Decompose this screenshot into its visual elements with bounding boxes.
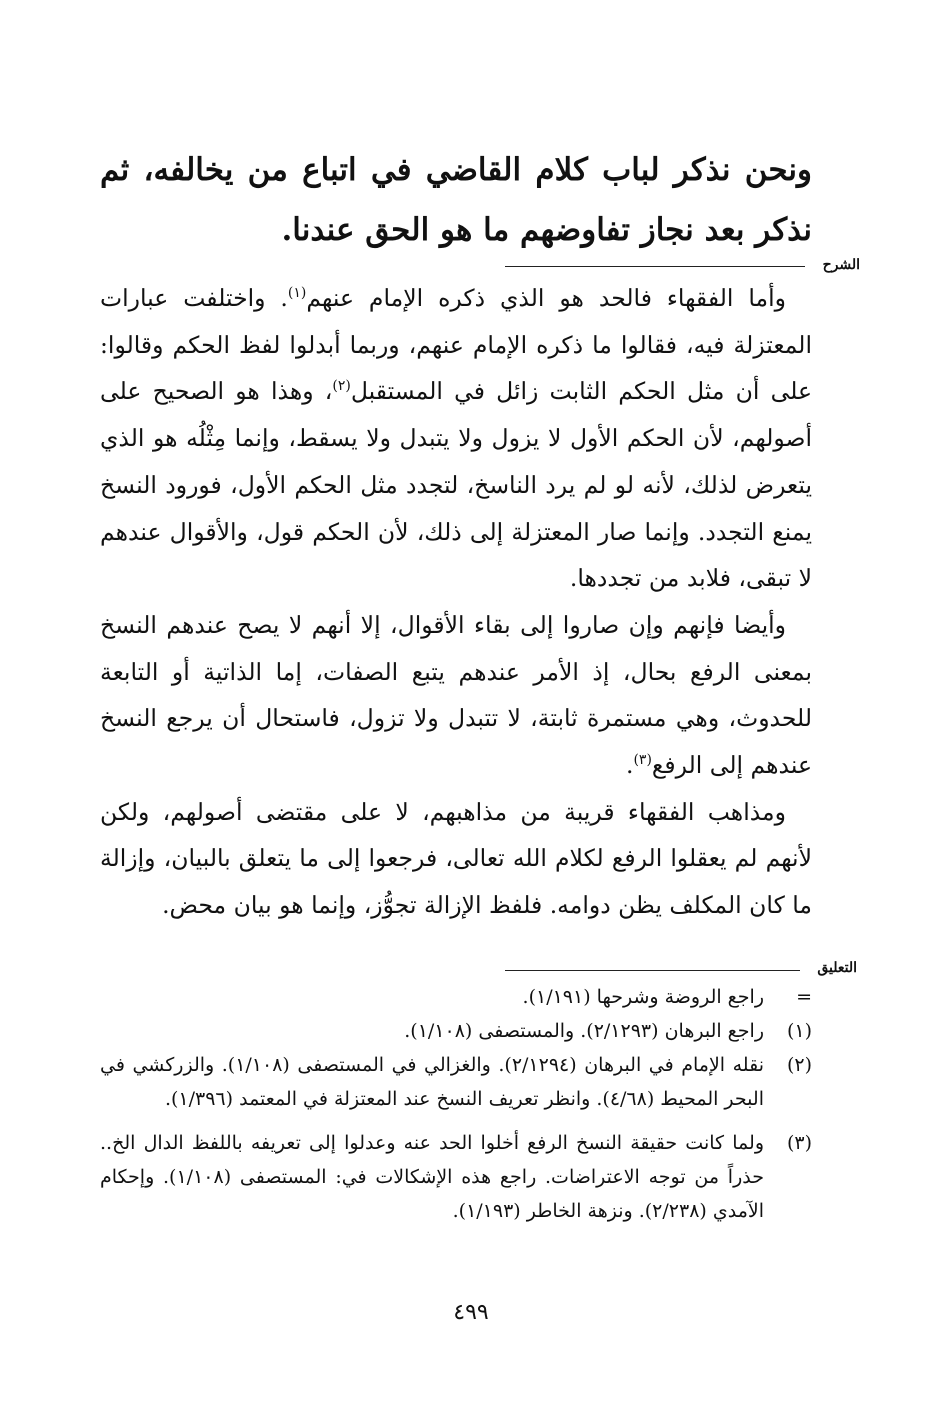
footnote-text: راجع الروضة وشرحها (١/١٩١). <box>522 986 764 1008</box>
matn-text-block <box>100 140 812 260</box>
sharh-separator-rule <box>505 266 805 267</box>
sharh-p1-part-c: ، وهذا هو الصحيح على أصولهم، لأن الحكم الأول لا يزول ولا يتبدل ولا يسقط، وإنما مِثْلُه هو الذي يتعرض لذلك، لأنه لو لم يرد الناسخ، لتجدد مثل الحكم الأول، فورود النسخ يمنع التجدد. وإنما صار المعتزلة إلى ذلك، لأن الحكم قول، والأقوال عندهم لا تبقى، فلابد من تجددها. <box>100 377 812 593</box>
sharh-p1-part-a: وأما الفقهاء فالحد هو الذي ذكره الإمام عنهم <box>306 284 786 312</box>
taliq-label: التعليق <box>817 960 857 976</box>
sharh-paragraph-1 <box>100 275 812 602</box>
footnote-ref-1: (١) <box>287 285 307 302</box>
footnotes-block <box>100 980 812 1238</box>
footnote-continued <box>100 980 812 1014</box>
matn-paragraph: ونحن نذكر لباب كلام القاضي في اتباع من يخالفه، ثم نذكر بعد نجاز تفاوضهم ما هو الحق عندنا. <box>100 152 812 248</box>
page-number: ٤٩٩ <box>453 1300 489 1325</box>
sharh-paragraph-3 <box>100 789 812 929</box>
footnote-ref-3: (٣) <box>633 752 652 769</box>
footnote-text: ولما كانت حقيقة النسخ الرفع أخلوا الحد عنه وعدلوا إلى تعريفه باللفظ الدال الخ.. حذراً من توجه الاعتراضات. راجع هذه الإشكالات في: المستصفى (١/١٠٨). وإحكام الآمدي (٢/٢٣٨). ونزهة الخاطر (١/١٩٣). <box>100 1132 764 1222</box>
footnote-text: راجع البرهان (٢/١٢٩٣). والمستصفى (١/١٠٨). <box>404 1020 764 1042</box>
footnote-1 <box>100 1014 812 1048</box>
sharh-p3-text: ومذاهب الفقهاء قريبة من مذاهبهم، لا على مقتضى أصولهم، ولكن لأنهم لم يعقلوا الرفع لكلام الله تعالى، فرجعوا إلى ما يتعلق بالبيان، وإزالة ما كان المكلف يظن دوامه. فلفظ الإزالة تجوُّز، وإنما هو بيان محض. <box>100 797 812 920</box>
footnote-marker: = <box>796 986 812 1008</box>
sharh-p2-part-b: . <box>625 751 634 780</box>
footnote-3 <box>100 1126 812 1228</box>
sharh-p2-part-a: وأيضا فإنهم وإن صاروا إلى بقاء الأقوال، إلا أنهم لا يصح عندهم النسخ بمعنى الرفع بحال، إذ الأمر عندهم يتبع الصفات، إما الذاتية أو التابعة للحدوث، وهي مستمرة ثابتة، لا تتبدل ولا تزول، فاستحال أن يرجع النسخ عندهم إلى الرفع <box>100 610 812 780</box>
sharh-label: الشرح <box>822 257 860 273</box>
sharh-paragraph-2 <box>100 602 812 789</box>
footnote-2 <box>100 1048 812 1116</box>
sharh-p1-part-b: . واختلفت عبارات المعتزلة فيه، فقالوا ما ذكره الإمام عنهم، وربما أبدلوا لفظ الحكم وقالوا: على أن مثل الحكم الثابت زائل في المستقبل <box>100 284 812 406</box>
footnote-ref-2: (٢) <box>332 378 351 395</box>
footnote-marker: (٣) <box>786 1132 812 1154</box>
footnote-text: نقله الإمام في البرهان (٢/١٢٩٤). والغزالي في المستصفى (١/١٠٨). والزركشي في البحر المحيط (٤/٦٨). وانظر تعريف النسخ عند المعتزلة في المعتمد (١/٣٩٦). <box>100 1054 764 1110</box>
taliq-separator-rule <box>505 970 800 971</box>
sharh-text-block <box>100 275 812 929</box>
footnote-marker: (١) <box>786 1020 812 1042</box>
footnote-marker: (٢) <box>786 1054 812 1076</box>
